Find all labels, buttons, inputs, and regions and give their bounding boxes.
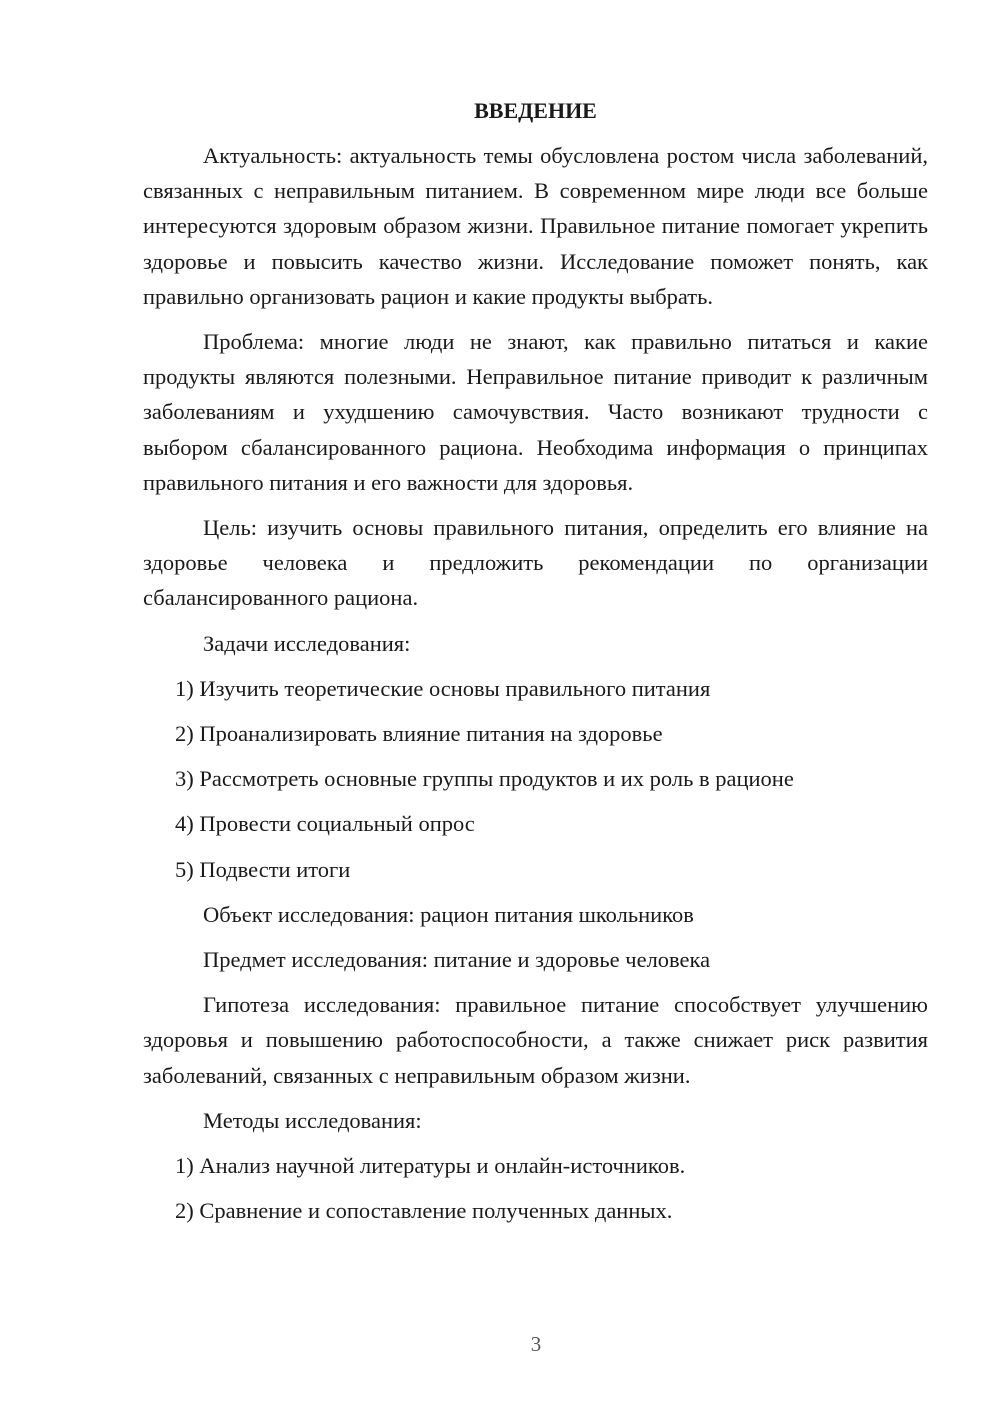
section-title: ВВЕДЕНИЕ	[474, 98, 597, 123]
hypothesis-paragraph: Гипотеза исследования: правильное питание способствует улучшению здоровья и повышению работоспособности, а также снижает риск развития заболеваний, связанных с неправильным образом жизни.	[143, 992, 928, 1088]
task-item: 4) Провести социальный опрос	[175, 811, 475, 837]
method-item: 1) Анализ научной литературы и онлайн-источников.	[175, 1153, 686, 1179]
methods-heading: Методы исследования:	[203, 1107, 422, 1133]
tasks-heading: Задачи исследования:	[203, 630, 411, 656]
page-number: 3	[530, 1332, 542, 1356]
method-item: 2) Сравнение и сопоставление полученных данных.	[175, 1198, 673, 1224]
task-item: 3) Рассмотреть основные группы продуктов и их роль в рационе	[175, 766, 794, 792]
document-page	[143, 93, 928, 1238]
research-subject: Предмет исследования: питание и здоровье человека	[203, 947, 711, 973]
task-item: 5) Подвести итоги	[175, 856, 351, 882]
problem-paragraph: Проблема: многие люди не знают, как правильно питаться и какие продукты являются полезными. Неправильное питание приводит к различным заболеваниям и ухудшению самочувствия. Часто возникают трудности с выбором сбалансированного рациона. Необходима информация о принципах правильного питания и его важности для здоровья.	[143, 329, 928, 495]
task-item: 1) Изучить теоретические основы правильного питания	[175, 675, 711, 701]
relevance-paragraph: Актуальность: актуальность темы обусловлена ростом числа заболеваний, связанных с неправильным питанием. В современном мире люди все больше интересуются здоровым образом жизни. Правильное питание помогает укрепить здоровье и повысить качество жизни. Исследование поможет понять, как правильно организовать рацион и какие продукты выбрать.	[143, 143, 928, 309]
task-item: 2) Проанализировать влияние питания на здоровье	[175, 721, 663, 747]
goal-paragraph: Цель: изучить основы правильного питания, определить его влияние на здоровье человека и предложить рекомендации по организации сбалансированного рациона.	[143, 515, 928, 611]
research-object: Объект исследования: рацион питания школьников	[203, 901, 694, 927]
